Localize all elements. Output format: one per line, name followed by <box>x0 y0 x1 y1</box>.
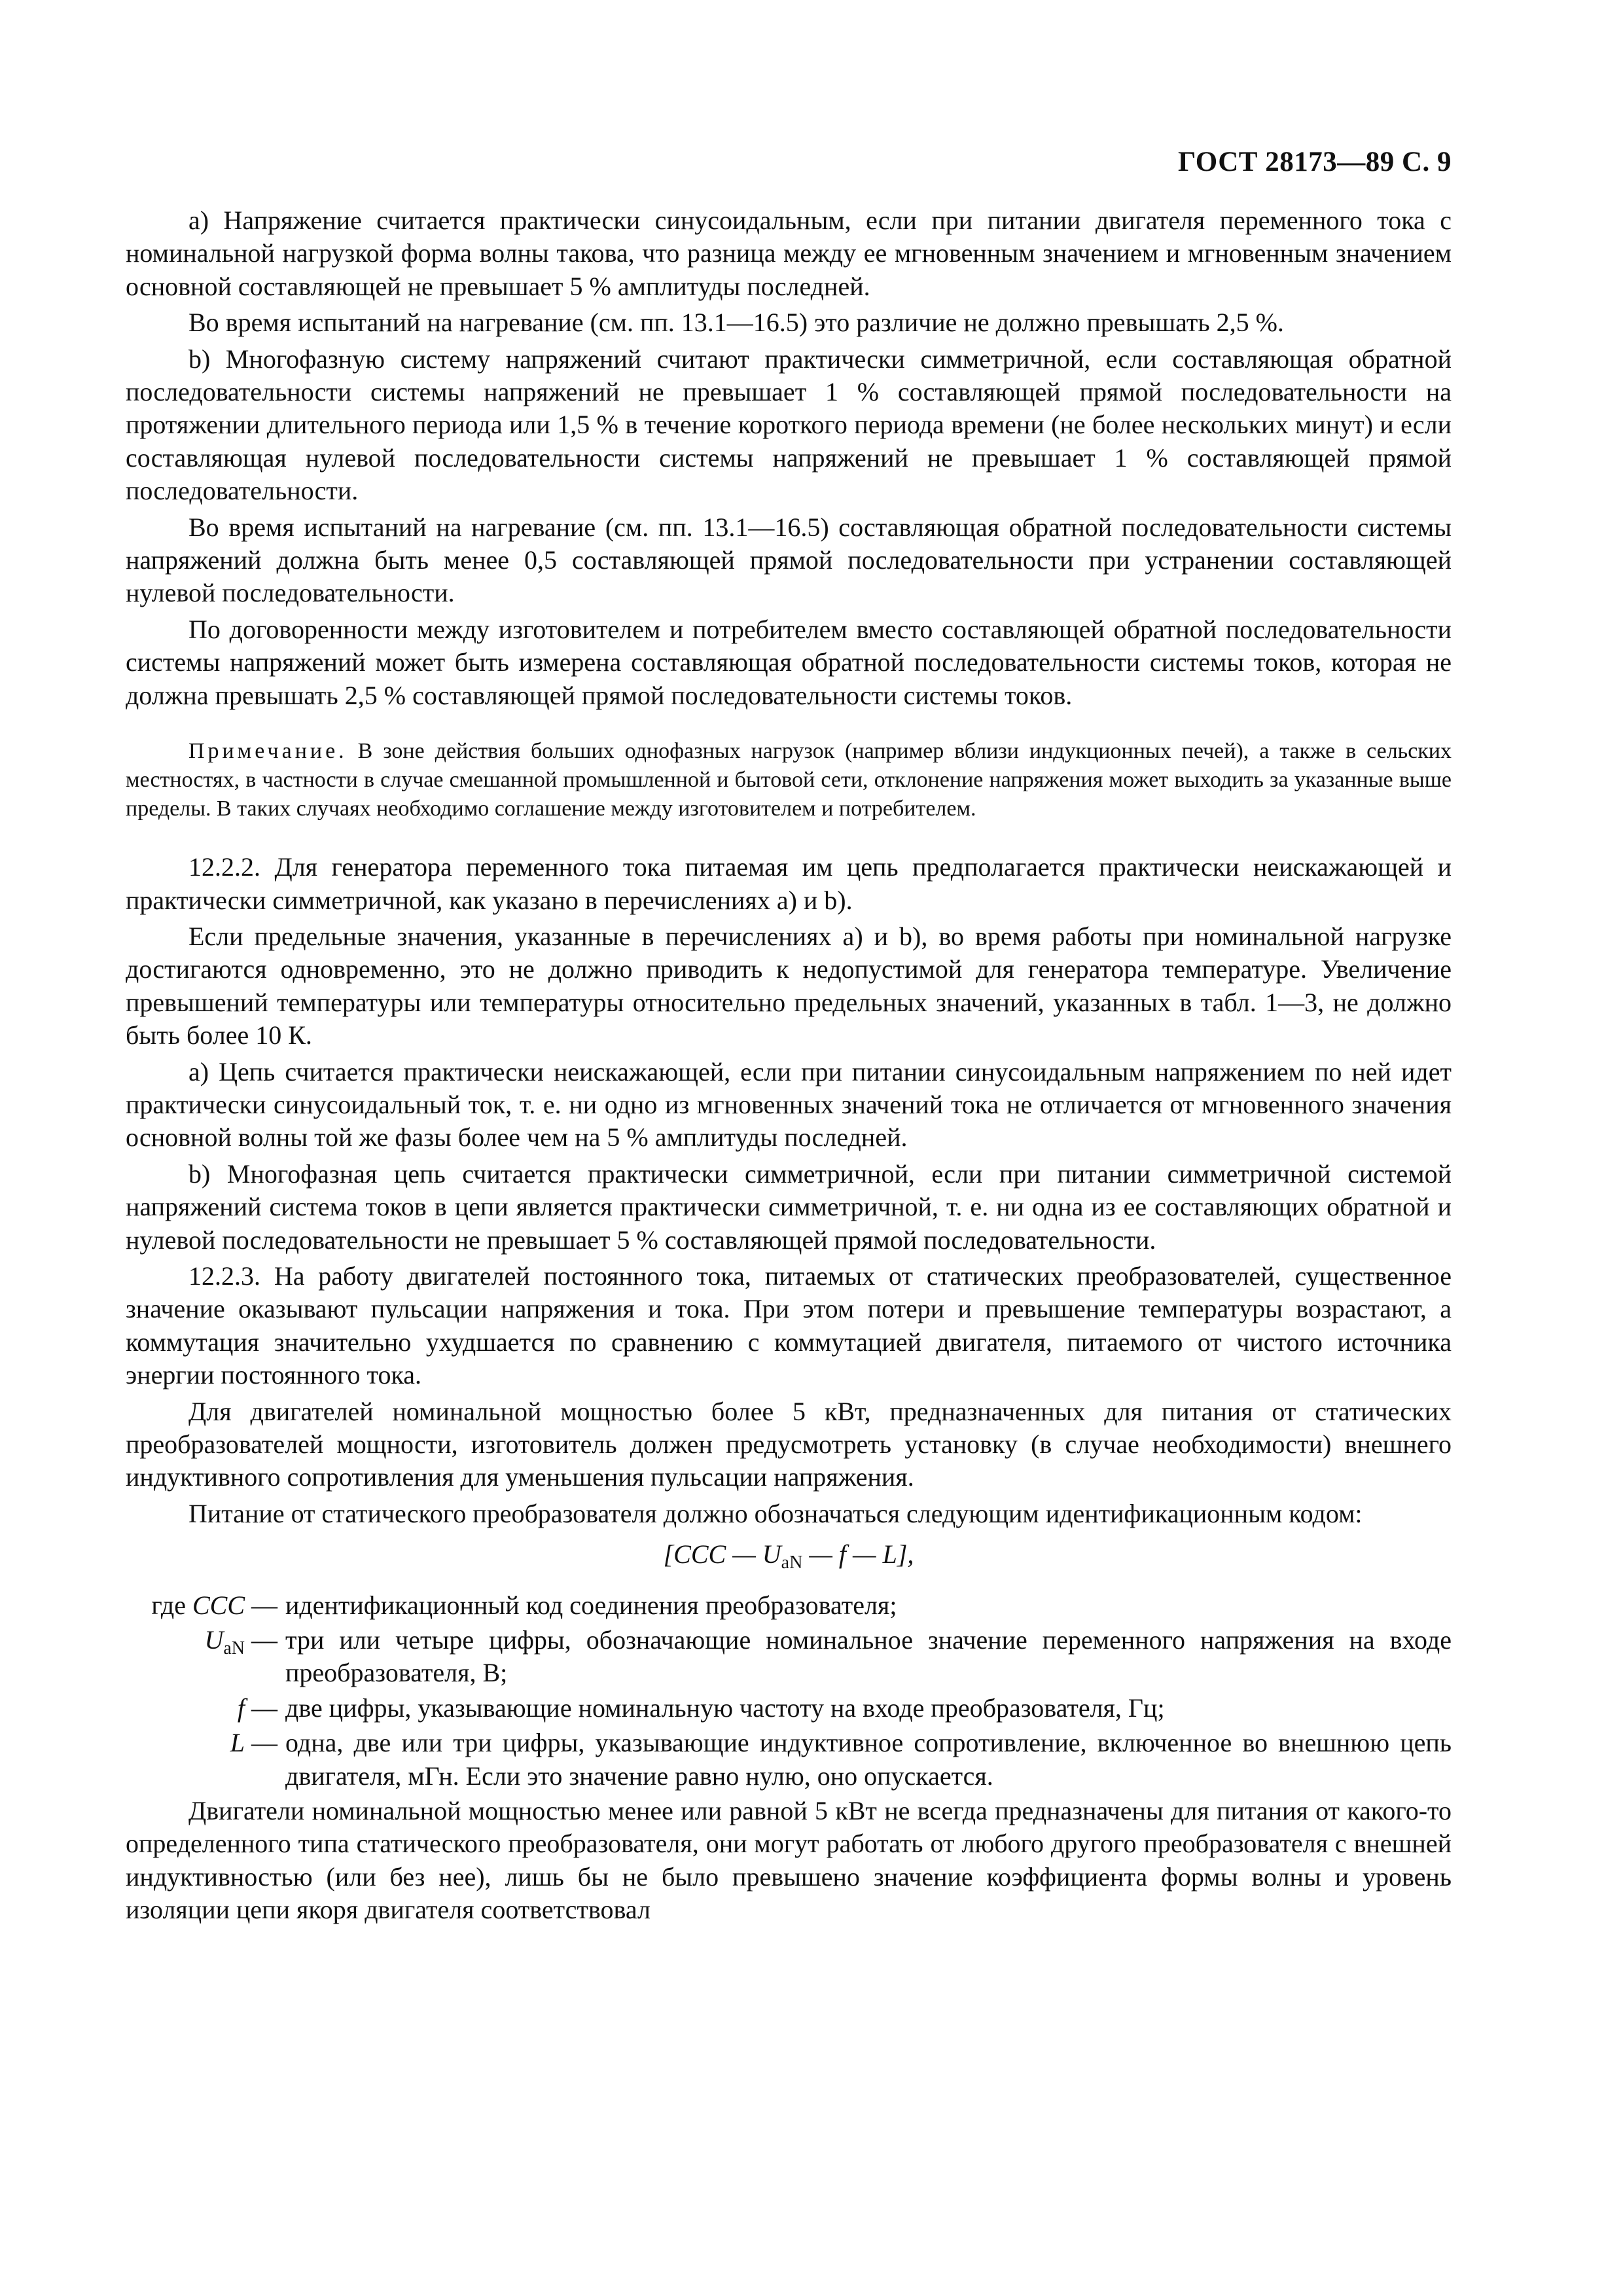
note-text: В зоне действия больших однофазных нагрузок (например вблизи индукционных печей), а также в сельских местностях, в частности в случае смешанной промышленной и бытовой сети, отклонение напряжения может выходить за указанные выше пределы. В таких случаях необходимо соглашение между изготовителем и потребителем. <box>126 739 1452 821</box>
paragraph-12-2-3: 12.2.3. На работу двигателей постоянного тока, питаемых от статических преобразователей, существенное значение оказывают пульсации напряжения и тока. При этом потери и превышение температуры возрастают, а коммутация значительно ухудшается по сравнению с коммутацией двигателя, питаемого от чистого источника энергии постоянного тока. <box>126 1261 1452 1390</box>
formula-open: [CCC — U <box>663 1539 781 1570</box>
definition-text: одна, две или три цифры, указывающие индуктивное сопротивление, включенное во внешнюю цепь двигателя, мГн. Если это значение равно нулю, оно опускается. <box>285 1728 1452 1791</box>
definition-ccc <box>126 1589 1452 1622</box>
definition-f <box>126 1692 1452 1725</box>
paragraph-symmetric-voltage-system: b) Многофазную систему напряжений считают практически симметричной, если составляющая обратной последовательности системы напряжений не превышает 1 % составляющей прямой последовательности на протяжении длительного периода или 1,5 % в течение короткого периода времени (не более нескольких минут) и если составляющая нулевой последовательности системы напряжений не превышает 1 % составляющей прямой последовательности. <box>126 344 1452 506</box>
paragraph-limit-values: Если предельные значения, указанные в перечислениях а) и b), во время работы при номинальной нагрузке достигаются одновременно, это не должно приводить к недопустимой для генератора температуре. Увеличение превышений температуры или температуры относительно предельных значений, указанных в табл. 1—3, не должно быть более 10 К. <box>126 921 1452 1050</box>
definition-dash: — <box>245 1728 277 1758</box>
definition-dash: — <box>245 1625 277 1655</box>
definition-symbol: CCC <box>192 1590 245 1620</box>
definition-symbol: f <box>237 1693 245 1723</box>
paragraph-12-2-2: 12.2.2. Для генератора переменного тока питаемая им цепь предполагается практически неискажающей и практически симметричной, как указано в перечислениях а) и b). <box>126 852 1452 915</box>
definition-dash: — <box>245 1590 277 1620</box>
definition-dash: — <box>245 1693 277 1723</box>
paragraph-symmetric-circuit: b) Многофазная цепь считается практически симметричной, если при питании симметричной системой напряжений система токов в цепи является практически симметричной, т. е. ни одна из ее составляющих обратной и нулевой последовательности не превышает 5 % составляющей прямой последовательности. <box>126 1158 1452 1255</box>
identification-code-formula <box>126 1538 1452 1579</box>
definition-text: идентификационный код соединения преобразователя; <box>285 1590 897 1620</box>
definition-prefix: где <box>151 1590 192 1620</box>
paragraph-external-inductance: Для двигателей номинальной мощностью более 5 кВт, предназначенных для питания от статических преобразователей мощности, изготовитель должен предусмотреть установку (в случае необходимости) внешнего индуктивного сопротивления для уменьшения пульсации напряжения. <box>126 1396 1452 1492</box>
paragraph-non-distorting-circuit: а) Цепь считается практически неискажающей, если при питании синусоидальным напряжением по ней идет практически синусоидальный ток, т. е. ни одно из мгновенных значений тока не отличается от мгновенного значения основной волны той же фазы более чем на 5 % амплитуды последней. <box>126 1056 1452 1153</box>
definition-symbol: U <box>204 1625 224 1655</box>
page-header: ГОСТ 28173—89 С. 9 <box>1177 147 1452 177</box>
paragraph-identification-code: Питание от статического преобразователя должно обозначаться следующим идентификационным кодом: <box>188 1498 1363 1528</box>
note <box>126 737 1452 823</box>
definition-subscript: aN <box>223 1638 245 1659</box>
formula-subscript: aN <box>781 1552 803 1573</box>
definition-text: три или четыре цифры, обозначающие номинальное значение переменного напряжения на входе преобразователя, В; <box>285 1625 1452 1688</box>
paragraph-low-power-motors: Двигатели номинальной мощностью менее или равной 5 кВт не всегда предназначены для питания от какого-то определенного типа статического преобразователя, они могут работать от любого другого преобразователя с внешней индуктивностью (или без нее), лишь бы не было превышено значение коэффициента формы волны и уровень изоляции цепи якоря двигателя соответствовал <box>126 1796 1452 1925</box>
paragraph-heating-test-difference: Во время испытаний на нагревание (см. пп. 13.1—16.5) это различие не должно превышать 2,5 %. <box>188 308 1284 338</box>
definition-symbol: L <box>230 1728 245 1758</box>
paragraph-agreement-current-system: По договоренности между изготовителем и потребителем вместо составляющей обратной последовательности системы напряжений может быть измерена составляющая обратной последовательности системы токов, которая не должна превышать 2,5 % составляющей прямой последовательности системы токов. <box>126 614 1452 710</box>
paragraph-sinusoidal-voltage: а) Напряжение считается практически синусоидальным, если при питании двигателя переменного тока с номинальной нагрузкой форма волны такова, что разница между ее мгновенным значением и мгновенным значением основной составляющей не превышает 5 % амплитуды последней. <box>126 206 1452 301</box>
formula-close: — f — L], <box>802 1539 914 1570</box>
definition-text: две цифры, указывающие номинальную частоту на входе преобразователя, Гц; <box>285 1693 1165 1723</box>
definition-l <box>126 1727 1452 1793</box>
paragraph-heating-test-negative-sequence: Во время испытаний на нагревание (см. пп. 13.1—16.5) составляющая обратной последовательности системы напряжений должна быть менее 0,5 составляющей прямой последовательности при устранении составляющей нулевой последовательности. <box>126 512 1452 608</box>
definition-uan <box>126 1624 1452 1690</box>
note-label: Примечание. <box>188 739 348 764</box>
